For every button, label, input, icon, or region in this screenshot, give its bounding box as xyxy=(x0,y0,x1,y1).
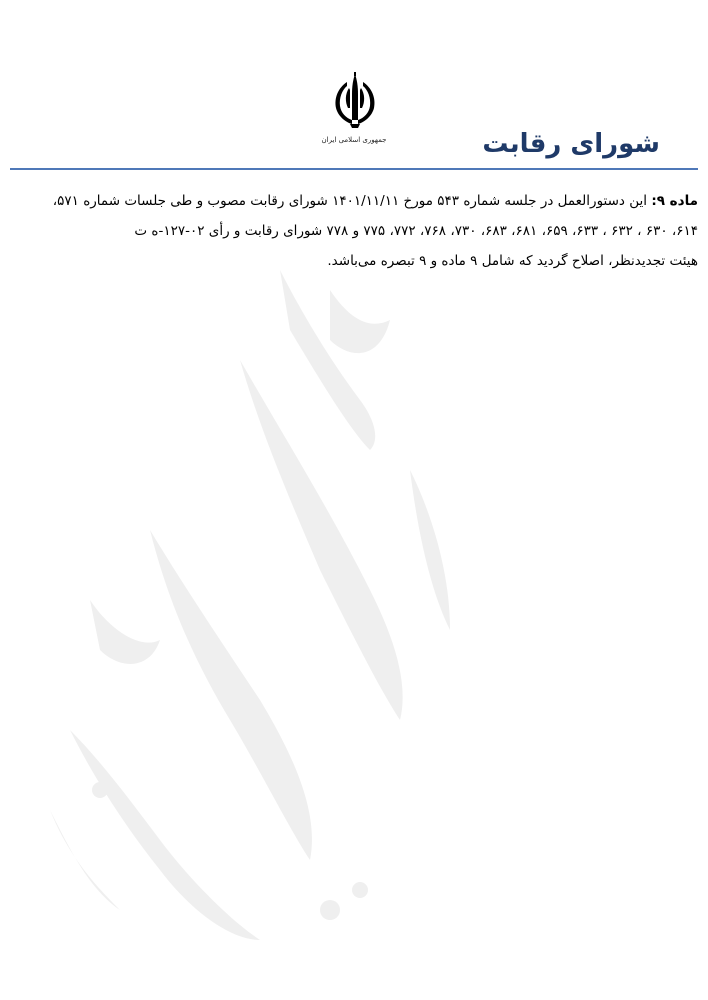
article-line-2: ۶۱۴، ۶۳۰ ، ۶۳۲ ، ۶۳۳، ۶۵۹، ۶۸۱، ۶۸۳، ۷۳۰، ۷۶۸، ۷۷۲، ۷۷۵ و ۷۷۸ شورای رقابت و رأی ۰۲-۱۲۷-ه ت xyxy=(134,223,698,239)
article-label: ماده ۹: xyxy=(651,193,698,209)
watermark xyxy=(30,250,510,950)
article-line-1 xyxy=(10,186,698,216)
organization-title: شورای رقابت xyxy=(482,129,660,159)
iran-emblem-logo xyxy=(328,72,382,130)
emblem-caption: جمهوری اسلامی ایران xyxy=(321,136,387,144)
article-paragraph xyxy=(10,186,698,276)
article-line-3: هیئت تجدیدنظر، اصلاح گردید که شامل ۹ ماده و ۹ تبصره می‌باشد. xyxy=(327,253,698,269)
header-divider xyxy=(10,168,698,170)
article-line-1-text: این دستورالعمل در جلسه شماره ۵۴۳ مورخ ۱۴۰۱/۱۱/۱۱ شورای رقابت مصوب و طی جلسات شماره ۵۷۱، xyxy=(52,193,652,209)
